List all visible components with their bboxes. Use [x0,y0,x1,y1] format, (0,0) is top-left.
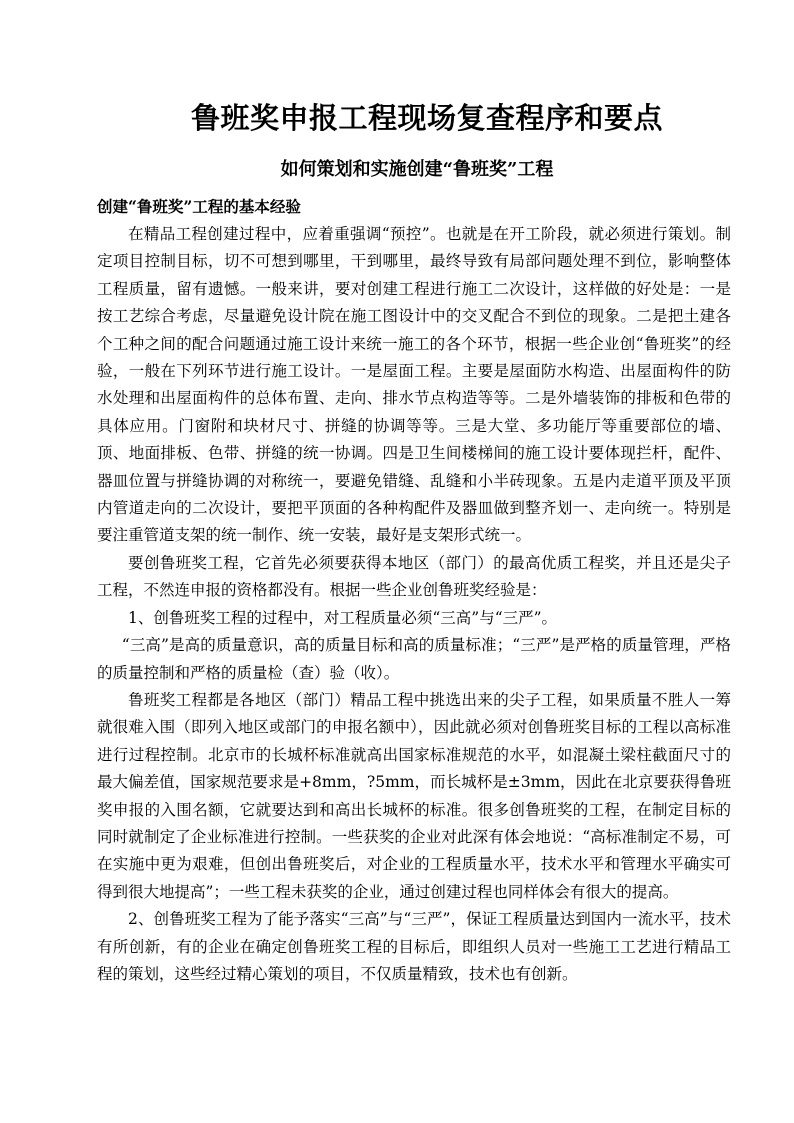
section-heading: 创建“鲁班奖”工程的基本经验 [97,197,301,216]
paragraph-three-high-three-strict: “三高”是高的质量意识，高的质量目标和高的质量标准；“三严”是严格的质量管理，严格的质量控制和严格的质量检（查）验（收）。 [97,636,731,682]
paragraph-point-1: 1、创鲁班奖工程的过程中，对工程质量必须“三高”与“三严”。 [128,608,558,627]
paragraph-high-standard-control: 鲁班奖工程都是各地区（部门）精品工程中挑选出来的尖子工程，如果质量不胜人一筹就很难入围（即列入地区或部门的申报名额中），因此就必须对创鲁班奖目标的工程以高标准进行过程控制。北京市的长城杯标准就高出国家标准规范的水平，如混凝土梁柱截面尺寸的最大偏差值，国家规范要求是+8mm，?5mm，而长城杯是±3mm，因此在北京要获得鲁班奖申报的入围名额，它就要达到和高出长城杯的标准。很多创鲁班奖的工程，在制定目标的同时就制定了企业标准进行控制。一些获奖的企业对此深有体会地说：“高标准制定不易，可在实施中更为艰难，但创出鲁班奖后，对企业的工程质量水平，技术水平和管理水平确实可得到很大地提高”；一些工程未获奖的企业，通过创建过程也同样体会有很大的提高。 [97,690,731,901]
paragraph-planning: 在精品工程创建过程中，应着重强调“预控”。也就是在开工阶段，就必须进行策划。制定项目控制目标，切不可想到哪里，干到哪里，最终导致有局部问题处理不到位，影响整体工程质量，留有遗憾。一般来讲，要对创建工程进行施工二次设计，这样做的好处是：一是按工艺综合考虑，尽量避免设计院在施工图设计中的交叉配合不到位的现象。二是把土建各个工种之间的配合问题通过施工设计来统一施工的各个环节，根据一些企业创“鲁班奖”的经验，一般在下列环节进行施工设计。一是屋面工程。主要是屋面防水构造、出屋面构件的防水处理和出屋面构件的总体布置、走向、排水节点构造等等。二是外墙装饰的排板和色带的具体应用。门窗附和块材尺寸、拼缝的协调等等。三是大堂、多功能厅等重要部位的墙、顶、地面排板、色带、拼缝的统一协调。四是卫生间楼梯间的施工设计要体现拦杆，配件、器皿位置与拼缝协调的对称统一，要避免错缝、乱缝和小半砖现象。五是内走道平顶及平顶内管道走向的二次设计，要把平顶面的各种构配件及器皿做到整齐划一、走向统一。特别是要注重管道支架的统一制作、统一安装，最好是支架形式统一。 [97,225,731,545]
document-body [97,221,731,988]
document-subtitle: 如何策划和实施创建“鲁班奖”工程 [280,159,554,180]
paragraph-requirements: 要创鲁班奖工程，它首先必须要获得本地区（部门）的最高优质工程奖，并且还是尖子工程，不然连申报的资格都没有。根据一些企业创鲁班奖经验是： [97,553,731,600]
paragraph-point-2: 2、创鲁班奖工程为了能予落实“三高”与“三严”，保证工程质量达到国内一流水平，技术有所创新，有的企业在确定创鲁班奖工程的目标后，即组织人员对一些施工工艺进行精品工程的策划，这些经过精心策划的项目，不仅质量精致，技术也有创新。 [97,910,731,983]
document-title: 鲁班奖申报工程现场复查程序和要点 [190,101,663,135]
